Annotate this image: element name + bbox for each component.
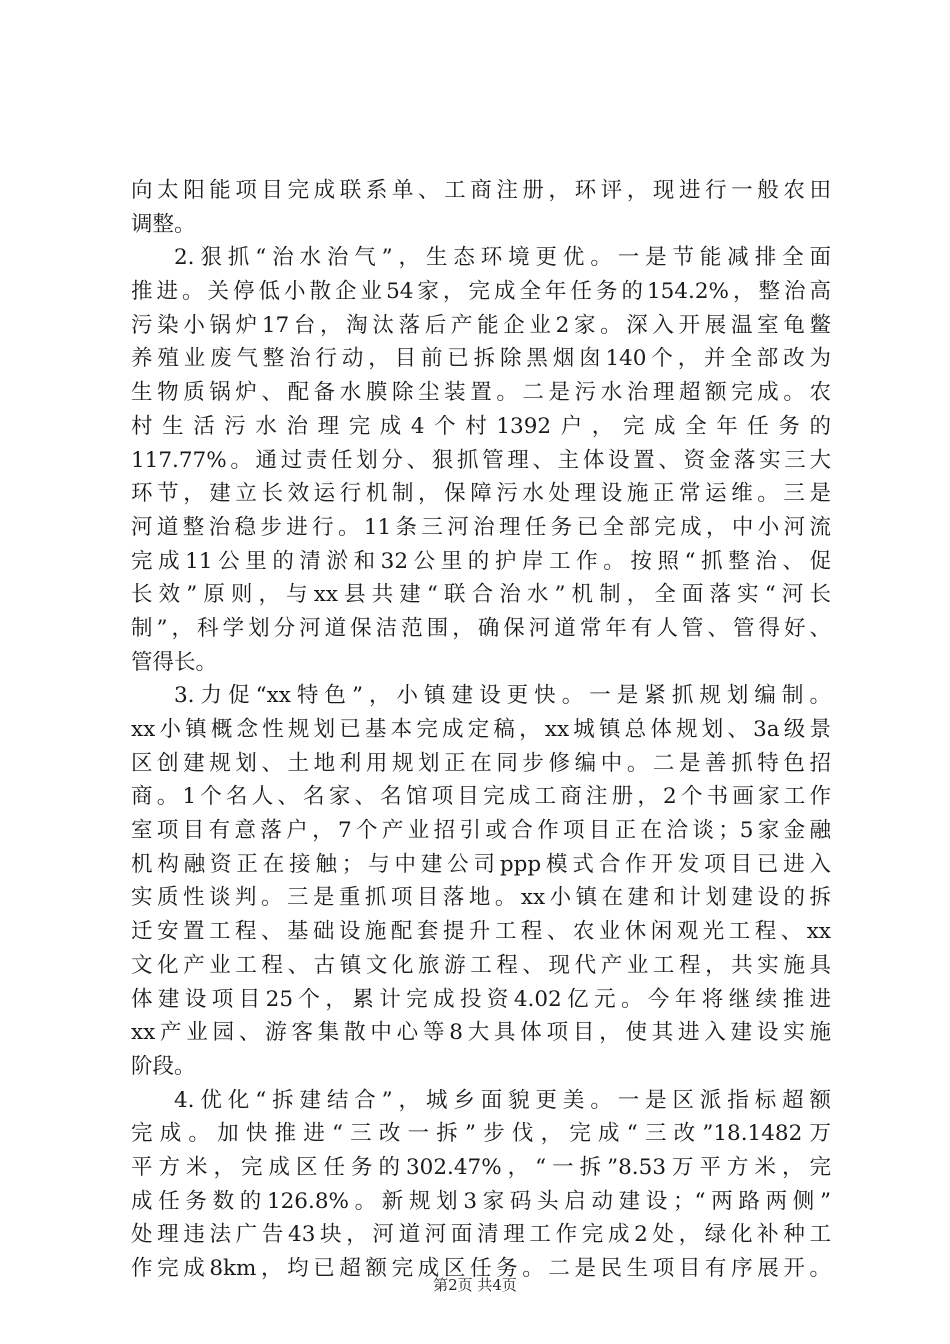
body-text-line: 污染小锅炉17台，淘汰落后产能企业2家。深入开展温室龟鳖	[131, 312, 831, 338]
body-text-line: 长效”原则，与xx县共建“联合治水”机制，全面落实“河长	[131, 582, 831, 608]
page-footer: 第2页 共4页	[433, 1276, 517, 1294]
body-text-line: 作完成8km，均已超额完成区任务。二是民生项目有序展开。	[131, 1256, 831, 1281]
body-text-line: 迁安置工程、基础设施配套提升工程、农业休闲观光工程、xx	[131, 919, 831, 945]
document-body	[131, 174, 831, 1286]
body-text-line: 村生活污水治理完成4个村1392户，完成全年任务的	[131, 413, 831, 439]
body-text-line: 向太阳能项目完成联系单、工商注册，环评，现进行一般农田	[131, 178, 831, 203]
body-text-line: 平方米，完成区任务的302.47%，“一拆”8.53万平方米，完	[131, 1154, 831, 1180]
body-text-line: 商。1个名人、名家、名馆项目完成工商注册，2个书画家工作	[131, 784, 831, 810]
body-text-line: 室项目有意落户，7个产业招引或合作项目正在洽谈；5家金融	[131, 818, 831, 844]
body-text-line: 4.优化“拆建结合”，城乡面貌更美。一是区派指标超额	[174, 1087, 831, 1113]
body-text-line: 区创建规划、土地利用规划正在同步修编中。二是善抓特色招	[131, 750, 831, 776]
body-text-line: 实质性谈判。三是重抓项目落地。xx小镇在建和计划建设的拆	[131, 885, 831, 911]
body-text-line: 体建设项目25个，累计完成投资4.02亿元。今年将继续推进	[131, 986, 831, 1012]
body-text-line: 管得长。	[131, 649, 218, 675]
body-text-line: 成任务数的126.8%。新规划3家码头启动建设；“两路两侧”	[131, 1188, 831, 1214]
body-text-line: 河道整治稳步进行。11条三河治理任务已全部完成，中小河流	[131, 514, 831, 540]
body-text-line: xx产业园、游客集散中心等8大具体项目，使其进入建设实施	[131, 1020, 831, 1046]
body-text-line: 117.77%。通过责任划分、狠抓管理、主体设置、资金落实三大	[131, 447, 831, 473]
body-text-line: 3.力促“xx特色”，小镇建设更快。一是紧抓规划编制。	[174, 683, 831, 709]
body-text-line: 推进。关停低小散企业54家，完成全年任务的154.2%，整治高	[131, 279, 831, 305]
body-text-line: 环节，建立长效运行机制，保障污水处理设施正常运维。三是	[131, 481, 831, 507]
body-text-line: 2.狠抓“治水治气”，生态环境更优。一是节能减排全面	[174, 245, 831, 271]
body-text-line: 机构融资正在接触；与中建公司ppp模式合作开发项目已进入	[131, 851, 831, 877]
body-text-line: 养殖业废气整治行动，目前已拆除黑烟囱140个，并全部改为	[131, 346, 831, 372]
body-text-line: 制”，科学划分河道保洁范围，确保河道常年有人管、管得好、	[131, 615, 831, 641]
body-text-line: 阶段。	[131, 1053, 196, 1079]
body-text-line: 完成11公里的清淤和32公里的护岸工作。按照“抓整治、促	[131, 548, 831, 574]
body-text-line: xx小镇概念性规划已基本完成定稿，xx城镇总体规划、3a级景	[131, 717, 831, 742]
body-text-line: 处理违法广告43块，河道河面清理工作完成2处，绿化补种工	[131, 1222, 831, 1248]
body-text-line: 调整。	[131, 211, 196, 237]
body-text-line: 生物质锅炉、配备水膜除尘装置。二是污水治理超额完成。农	[131, 380, 831, 406]
body-text-line: 完成。加快推进“三改一拆”步伐，完成“三改”18.1482万	[131, 1121, 831, 1147]
body-text-line: 文化产业工程、古镇文化旅游工程、现代产业工程，共实施具	[131, 952, 831, 978]
